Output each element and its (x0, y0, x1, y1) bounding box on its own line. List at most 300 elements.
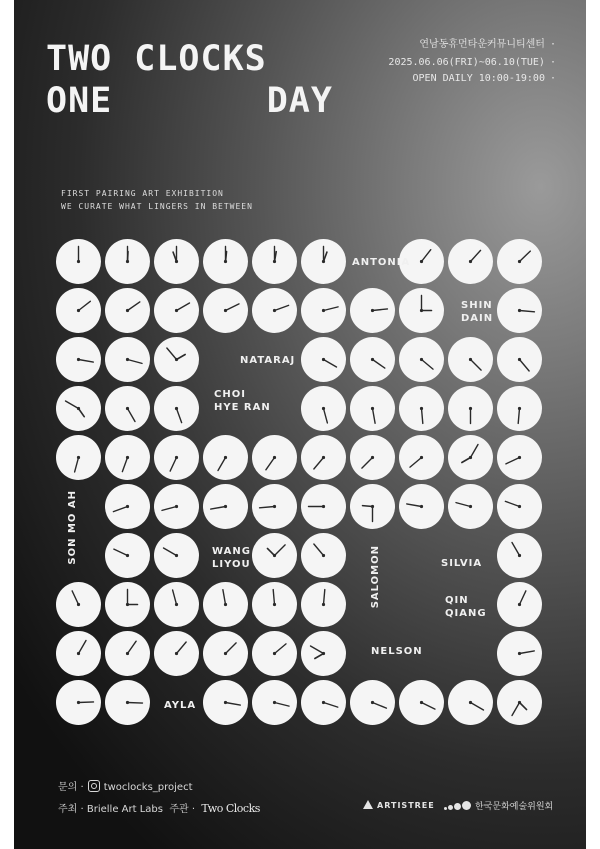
minute-hand (79, 360, 94, 363)
clock-hands (448, 680, 493, 725)
clock-face (252, 680, 297, 725)
clock-face (154, 631, 199, 676)
clock-hands (105, 239, 150, 284)
clock-center-dot (371, 456, 374, 459)
clock-center-dot (224, 603, 227, 606)
minute-hand (72, 591, 78, 605)
instagram-icon (88, 780, 100, 792)
minute-hand (275, 305, 289, 310)
clock-face (203, 582, 248, 627)
clock-face (350, 484, 395, 529)
hours (413, 74, 556, 84)
minute-hand (79, 702, 94, 703)
clock-hands (497, 337, 542, 382)
clock-center-dot (273, 652, 276, 655)
clock-center-dot (371, 309, 374, 312)
clock-face (56, 386, 101, 431)
clock-face (154, 288, 199, 333)
clock-center-dot (273, 603, 276, 606)
clock-hands (56, 631, 101, 676)
clock-face (350, 337, 395, 382)
clock-face (252, 533, 297, 578)
clock-hands (56, 288, 101, 333)
clock-center-dot (371, 701, 374, 704)
minute-hand (177, 303, 190, 311)
clock-hands (105, 631, 150, 676)
clock-center-dot (77, 407, 80, 410)
artistree-logo (363, 800, 435, 810)
clock-face (497, 484, 542, 529)
clock-face (301, 631, 346, 676)
minute-hand (512, 703, 520, 716)
clock-center-dot (126, 456, 129, 459)
clock-face (105, 288, 150, 333)
clock-hands (56, 239, 101, 284)
clock-center-dot (469, 358, 472, 361)
clock-center-dot (322, 554, 325, 557)
clock-center-dot (469, 260, 472, 263)
clock-hands (399, 288, 444, 333)
minute-hand (75, 458, 79, 472)
minute-hand (260, 507, 275, 508)
clock-center-dot (322, 309, 325, 312)
clock-hands (105, 484, 150, 529)
clock-face (105, 435, 150, 480)
artist-nataraj: NATARAJ (240, 355, 296, 366)
minute-hand (324, 703, 338, 708)
clock-face (399, 386, 444, 431)
minute-hand (362, 458, 373, 469)
minute-hand (177, 409, 182, 423)
minute-hand (456, 503, 470, 507)
minute-hand (128, 360, 142, 364)
clock-hands (105, 386, 150, 431)
minute-hand (226, 643, 237, 654)
clock-hands (154, 386, 199, 431)
clock-face (56, 582, 101, 627)
clock-center-dot (518, 603, 521, 606)
clock-hands (203, 680, 248, 725)
minute-hand (422, 360, 433, 370)
clock-hands (252, 288, 297, 333)
clock-face (497, 435, 542, 480)
minute-hand (314, 458, 324, 469)
clock-face (105, 631, 150, 676)
clock-hands (448, 484, 493, 529)
minute-hand (162, 507, 176, 511)
minute-hand (223, 590, 226, 605)
clock-face (350, 386, 395, 431)
clock-face (252, 631, 297, 676)
minute-hand (520, 591, 526, 605)
clock-center-dot (273, 260, 276, 263)
clock-face (203, 680, 248, 725)
clock-center-dot (224, 652, 227, 655)
clock-face (301, 337, 346, 382)
minute-hand (324, 360, 337, 368)
minute-hand (226, 304, 239, 311)
clock-hands (350, 484, 395, 529)
clock-face (448, 386, 493, 431)
clock-hands (56, 680, 101, 725)
clock-center-dot (371, 358, 374, 361)
clock-hands (497, 631, 542, 676)
clock-center-dot (420, 260, 423, 263)
poster (14, 0, 586, 849)
clock-center-dot (224, 505, 227, 508)
clock-hands (203, 484, 248, 529)
clock-center-dot (77, 701, 80, 704)
clock-center-dot (420, 505, 423, 508)
clock-hands (350, 288, 395, 333)
clock-hands (497, 680, 542, 725)
minute-hand (506, 458, 520, 464)
clock-hands (301, 582, 346, 627)
clock-face (56, 435, 101, 480)
clock-center-dot (126, 505, 129, 508)
clock-face (448, 484, 493, 529)
host-label: 주최 · Brielle Art Labs (58, 804, 163, 815)
hours-text: OPEN DAILY 10:00-19:00 (412, 73, 545, 84)
minute-hand (164, 548, 177, 556)
clock-hands (105, 337, 150, 382)
organizer-name: Two Clocks (201, 802, 260, 815)
clock-face (399, 680, 444, 725)
clock-center-dot (469, 456, 472, 459)
minute-hand (275, 545, 286, 556)
artistree-mark-icon (363, 800, 373, 809)
minute-hand (407, 504, 422, 507)
minute-hand (520, 311, 535, 312)
clock-hands (301, 631, 346, 676)
artist-shin-dain: SHIN DAIN (461, 300, 494, 324)
minute-hand (128, 703, 143, 704)
minute-hand (128, 409, 136, 422)
minute-hand (66, 401, 79, 409)
clock-center-dot (322, 260, 325, 263)
clock-center-dot (175, 407, 178, 410)
clock-center-dot (175, 554, 178, 557)
clock-face (350, 680, 395, 725)
minute-hand (79, 301, 91, 310)
minute-hand (422, 409, 423, 424)
clock-face (56, 239, 101, 284)
clock-hands (301, 533, 346, 578)
clock-hands (301, 239, 346, 284)
clock-hands (105, 680, 150, 725)
inquiry-line (58, 778, 193, 793)
clock-hands (497, 533, 542, 578)
clock-center-dot (126, 309, 129, 312)
clock-hands (56, 435, 101, 480)
clock-center-dot (224, 456, 227, 459)
arko-logo (444, 799, 553, 813)
clock-hands (105, 533, 150, 578)
minute-hand (471, 250, 481, 261)
clock-center-dot (273, 456, 276, 459)
minute-hand (275, 703, 290, 707)
clock-hands (350, 337, 395, 382)
clock-hands (154, 239, 199, 284)
clock-center-dot (224, 260, 227, 263)
clock-hands (203, 435, 248, 480)
clock-face (105, 582, 150, 627)
clock-hands (301, 288, 346, 333)
clock-hands (301, 484, 346, 529)
clock-center-dot (322, 505, 325, 508)
clock-face (105, 239, 150, 284)
clock-center-dot (518, 505, 521, 508)
minute-hand (122, 458, 127, 472)
inquiry-label: 문의 · (58, 782, 84, 793)
clock-face (56, 680, 101, 725)
clock-face (497, 288, 542, 333)
dates-text: 2025.06.06(FRI)~06.10(TUE) (388, 57, 545, 68)
clock-center-dot (77, 652, 80, 655)
clock-face (497, 582, 542, 627)
minute-hand (311, 646, 324, 654)
arko-text: 한국문화예술위원회 (475, 802, 554, 812)
clock-hands (203, 288, 248, 333)
clock-face (154, 386, 199, 431)
minute-hand (505, 501, 519, 506)
minute-hand (173, 590, 177, 604)
venue (419, 40, 556, 50)
minute-hand (128, 302, 140, 311)
clock-face (154, 239, 199, 284)
minute-hand (266, 458, 275, 470)
clock-face (154, 582, 199, 627)
clock-hands (497, 435, 542, 480)
clock-hands (154, 337, 199, 382)
clock-center-dot (126, 260, 129, 263)
minute-hand (373, 360, 385, 369)
clock-face (497, 386, 542, 431)
minute-hand (373, 409, 376, 424)
clock-center-dot (322, 701, 325, 704)
clock-face (154, 484, 199, 529)
clock-hands (350, 435, 395, 480)
clock-face (399, 435, 444, 480)
clock-hands (448, 386, 493, 431)
minute-hand (177, 642, 187, 653)
clock-center-dot (126, 407, 129, 410)
minute-hand (422, 250, 431, 262)
venue-text: 연남동휴먼타운커뮤니티센터 (419, 39, 545, 50)
clock-hands (399, 435, 444, 480)
clock-hands (350, 386, 395, 431)
clock-hands (399, 337, 444, 382)
clock-face (399, 337, 444, 382)
clock-hands (154, 533, 199, 578)
clock-hands (399, 386, 444, 431)
clock-face (301, 288, 346, 333)
minute-hand (113, 507, 127, 512)
minute-hand (324, 409, 328, 423)
clock-face (301, 435, 346, 480)
clock-hands (56, 337, 101, 382)
clock-hands (399, 484, 444, 529)
clock-center-dot (126, 358, 129, 361)
clock-hands (154, 631, 199, 676)
clock-center-dot (126, 701, 129, 704)
minute-hand (226, 703, 241, 706)
artist-choi-hye-ran: CHOI HYE RAN (214, 389, 271, 413)
clock-face (497, 533, 542, 578)
clock-hands (252, 582, 297, 627)
clock-hands (301, 680, 346, 725)
minute-hand (167, 348, 177, 359)
clock-face (56, 631, 101, 676)
clock-hands (448, 435, 493, 480)
minute-hand (471, 445, 479, 458)
clock-face (448, 337, 493, 382)
clock-hands (105, 435, 150, 480)
clock-center-dot (175, 456, 178, 459)
clock-face (252, 239, 297, 284)
clock-center-dot (322, 407, 325, 410)
clock-center-dot (273, 309, 276, 312)
clock-center-dot (175, 505, 178, 508)
title-line-1: TWO CLOCKS (46, 39, 267, 79)
clock-face (301, 533, 346, 578)
clock-hands (399, 680, 444, 725)
clock-face (154, 337, 199, 382)
clock-hands (203, 239, 248, 284)
minute-hand (211, 507, 226, 510)
minute-hand (422, 703, 435, 710)
clock-center-dot (420, 456, 423, 459)
clock-hands (154, 484, 199, 529)
clock-hands (154, 435, 199, 480)
clock-center-dot (518, 309, 521, 312)
artist-nelson: NELSON (371, 646, 423, 657)
clock-face (105, 680, 150, 725)
clock-face (252, 435, 297, 480)
clock-face (105, 386, 150, 431)
clock-face (154, 533, 199, 578)
clock-hands (301, 435, 346, 480)
artist-salomon: SALOMON (370, 545, 381, 609)
clock-center-dot (175, 652, 178, 655)
artist-ayla: AYLA (164, 700, 197, 711)
clock-center-dot (518, 554, 521, 557)
clock-hands (252, 239, 297, 284)
clock-center-dot (420, 309, 423, 312)
clock-face (399, 484, 444, 529)
minute-hand (373, 309, 388, 311)
clock-hands (252, 680, 297, 725)
minute-hand (324, 590, 325, 605)
organizer-label: 주관 · (169, 804, 196, 815)
clock-hands (497, 386, 542, 431)
clock-face (203, 484, 248, 529)
bullet: · (549, 57, 556, 68)
clock-center-dot (273, 505, 276, 508)
clock-face (203, 435, 248, 480)
clock-center-dot (77, 260, 80, 263)
clock-center-dot (224, 309, 227, 312)
clock-hands (350, 680, 395, 725)
clock-face (301, 582, 346, 627)
clock-face (154, 435, 199, 480)
clock-center-dot (322, 358, 325, 361)
clock-center-dot (175, 603, 178, 606)
clock-face (497, 680, 542, 725)
clock-face (203, 239, 248, 284)
clock-hands (105, 288, 150, 333)
artist-son-mo-ah: SON MO AH (67, 490, 78, 565)
clock-center-dot (273, 701, 276, 704)
title-line-2: ONE DAY (46, 81, 333, 121)
clock-hands (252, 631, 297, 676)
clock-hands (497, 239, 542, 284)
artist-qin-qiang: QIN QIANG (445, 595, 487, 619)
clock-center-dot (518, 701, 521, 704)
clock-center-dot (518, 652, 521, 655)
clock-center-dot (77, 358, 80, 361)
tagline-line-1: FIRST PAIRING ART EXHIBITION (61, 189, 224, 198)
minute-hand (114, 549, 128, 555)
artist-antonia: ANTONIA (352, 257, 411, 268)
clock-face (448, 239, 493, 284)
clock-face (497, 337, 542, 382)
clock-center-dot (371, 407, 374, 410)
clock-center-dot (518, 407, 521, 410)
clock-center-dot (420, 407, 423, 410)
clock-hands (252, 435, 297, 480)
bullet: · (549, 73, 556, 84)
clock-center-dot (77, 309, 80, 312)
minute-hand (520, 360, 530, 371)
clock-face (301, 386, 346, 431)
clock-center-dot (371, 505, 374, 508)
clock-hands (252, 533, 297, 578)
clock-face (350, 435, 395, 480)
clock-face (497, 239, 542, 284)
clock-hands (105, 582, 150, 627)
clock-face (399, 288, 444, 333)
clock-face (252, 582, 297, 627)
clock-face (301, 484, 346, 529)
clock-face (105, 484, 150, 529)
clock-hands (252, 484, 297, 529)
clock-center-dot (273, 554, 276, 557)
clock-center-dot (420, 358, 423, 361)
clock-center-dot (322, 603, 325, 606)
clock-center-dot (518, 456, 521, 459)
clock-center-dot (469, 505, 472, 508)
minute-hand (512, 543, 520, 556)
clock-center-dot (175, 260, 178, 263)
minute-hand (218, 458, 226, 471)
clock-hands (497, 484, 542, 529)
clock-hands (448, 337, 493, 382)
clock-center-dot (175, 309, 178, 312)
clock-center-dot (469, 701, 472, 704)
minute-hand (520, 251, 531, 261)
clock-hands (497, 288, 542, 333)
bullet: · (549, 39, 556, 50)
clock-face (497, 631, 542, 676)
minute-hand (273, 590, 274, 605)
artist-wang-liyou: WANG LIYOU (212, 546, 251, 570)
arko-mark-icon (444, 801, 472, 813)
instagram-handle[interactable]: twoclocks_project (103, 782, 193, 793)
clock-face (203, 288, 248, 333)
minute-hand (518, 409, 519, 424)
minute-hand (471, 360, 482, 371)
